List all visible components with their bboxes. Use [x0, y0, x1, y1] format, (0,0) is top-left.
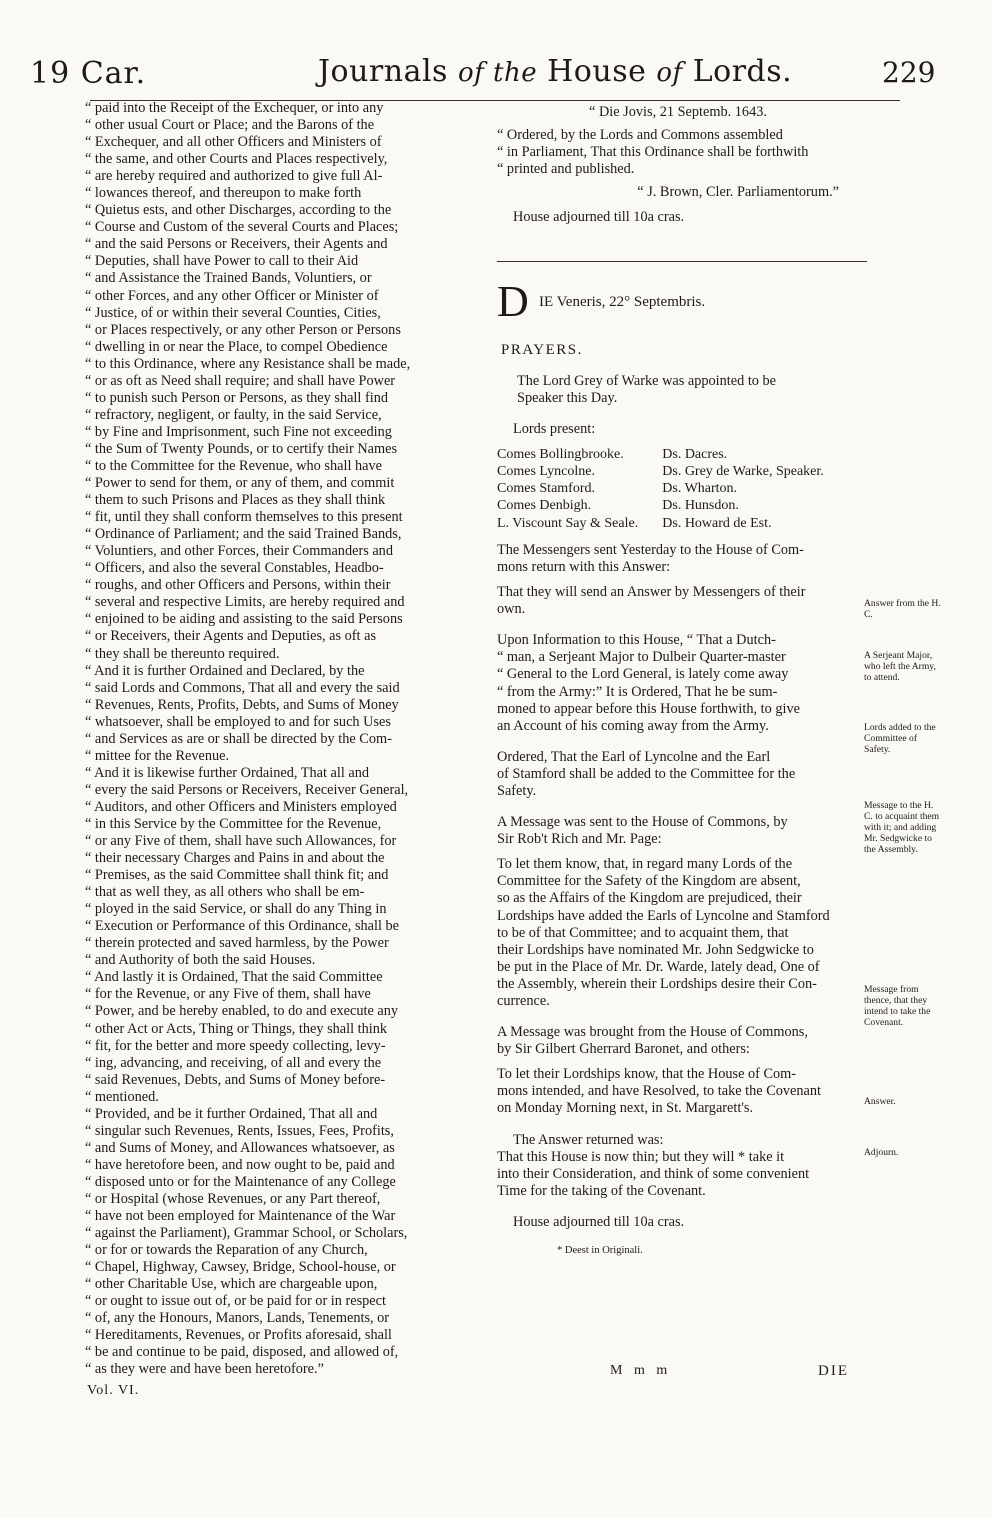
text-line: “ from the Army:” It is Ordered, That he be sum-: [497, 683, 778, 700]
lord-name: L. Viscount Say & Seale.: [497, 515, 639, 531]
marginal-note: Adjourn.: [864, 1147, 899, 1158]
text-line: Time for the taking of the Covenant.: [497, 1182, 706, 1199]
drop-cap: D: [497, 276, 529, 326]
text-line: “ several and respective Limits, are hereby required and: [85, 594, 405, 611]
text-line: “ or Receivers, their Agents and Deputies, as oft as: [85, 628, 377, 645]
text-line: “ and Services as are or shall be directed by the Com-: [85, 730, 392, 747]
text-line: “ as they were and have been heretofore.”: [85, 1361, 324, 1378]
text-line: “ Execution or Performance of this Ordinance, shall be: [85, 918, 400, 935]
marginal-note: Answer.: [864, 1096, 896, 1107]
text-line: “ every the said Persons or Receivers, Receiver General,: [85, 781, 409, 798]
text-line: “ have not been employed for Maintenance of the War: [85, 1208, 396, 1225]
footnote: * Deest in Originali.: [557, 1245, 643, 1257]
page-number: 229: [882, 56, 936, 89]
lord-name: Comes Bollingbrooke.: [497, 446, 624, 462]
text-line: currence.: [497, 993, 550, 1010]
text-line: so as the Affairs of the Kingdom are prejudiced, their: [497, 890, 802, 907]
catchword: DIE: [818, 1363, 849, 1379]
text-line: into their Consideration, and think of some convenient: [497, 1165, 810, 1182]
marginal-note: Lords added to the Committee of Safety.: [864, 722, 936, 755]
text-line: “ And it is likewise further Ordained, That all and: [85, 764, 370, 781]
message-brought-paragraph: [497, 1024, 859, 1058]
speaker-paragraph: [497, 373, 859, 407]
text-line: “ refractory, negligent, or faulty, in the said Service,: [85, 406, 382, 423]
text-line: “ other Charitable Use, which are chargeable upon,: [85, 1276, 378, 1293]
text-line: “ and Assistance the Trained Bands, Voluntiers, or: [85, 270, 372, 287]
text-line: “ Power, and be hereby enabled, to do and execute any: [85, 1003, 399, 1020]
text-line: moned to appear before this House forthwith, to give: [497, 700, 800, 717]
marginal-note: Message to the H. C. to acquaint them with it; and adding Mr. Sedgwicke to the Assembly.: [864, 800, 940, 855]
message-sent-paragraph: [497, 814, 859, 848]
text-line: “ lowances thereof, and thereupon to make forth: [85, 185, 362, 202]
marginal-note: A Serjeant Major, who left the Army, to attend.: [864, 650, 936, 683]
marginal-note: Answer from the H. C.: [864, 598, 941, 620]
to-let-them-know-paragraph: [497, 856, 859, 1010]
text-line: “ them to such Prisons and Places as they shall think: [85, 492, 386, 509]
text-line: “ fit, until they shall conform themselves to this present: [85, 509, 403, 526]
text-line: Lordships have added the Earls of Lyncolne and Stamford: [497, 907, 830, 924]
text-line: to be of that Committee; and to acquaint them, that: [497, 924, 789, 941]
text-line: “ or as oft as Need shall require; and shall have Power: [85, 372, 396, 389]
text-line: “ other Forces, and any other Officer or Minister of: [85, 287, 379, 304]
text-line: “ Provided, and be it further Ordained, That all and: [85, 1105, 378, 1122]
text-line: “ by Fine and Imprisonment, such Fine not exceeding: [85, 423, 392, 440]
text-line: “ or ought to issue out of, or be paid for or in respect: [85, 1293, 386, 1310]
text-line: “ have heretofore been, and now ought to be, paid and: [85, 1156, 395, 1173]
house-thin-paragraph: [497, 1149, 859, 1200]
text-line: “ printed and published.: [497, 161, 635, 178]
text-line: “ dwelling in or near the Place, to compel Obedience: [85, 338, 388, 355]
text-line: To let their Lordships know, that the House of Com-: [497, 1066, 797, 1083]
text-line: “ to the Committee for the Revenue, who shall have: [85, 457, 382, 474]
text-line: “ disposed unto or for the Maintenance of any College: [85, 1173, 396, 1190]
text-line: “ mittee for the Revenue.: [85, 747, 230, 764]
text-line: “ that as well they, as all others who shall be em-: [85, 884, 365, 901]
lord-name: Ds. Hunsdon.: [662, 498, 739, 514]
lord-name: Comes Lyncolne.: [497, 464, 595, 480]
text-line: “ Auditors, and other Officers and Ministers employed: [85, 798, 397, 815]
adjourned-line: House adjourned till 10a cras.: [513, 209, 685, 226]
lord-name: Comes Denbigh.: [497, 498, 592, 514]
text-line: “ for the Revenue, or any Five of them, shall have: [85, 986, 371, 1003]
text-line: “ Quietus ests, and other Discharges, according to the: [85, 202, 392, 219]
text-line: “ Revenues, Rents, Profits, Debts, and Sums of Money: [85, 696, 399, 713]
text-line: “ Ordered, by the Lords and Commons assembled: [497, 127, 783, 144]
text-line: “ are hereby required and authorized to give full Al-: [85, 168, 383, 185]
text-line: “ ployed in the said Service, or shall do any Thing in: [85, 901, 387, 918]
text-line: “ to this Ordinance, where any Resistance shall be made,: [85, 355, 411, 372]
text-line: “ their necessary Charges and Pains in and about the: [85, 850, 385, 867]
text-line: “ they shall be thereunto required.: [85, 645, 280, 662]
text-line: “ mentioned.: [85, 1088, 159, 1105]
text-line: “ enjoined to be aiding and assisting to the said Persons: [85, 611, 403, 628]
left-column: [85, 100, 487, 1379]
text-line: “ other Act or Acts, Thing or Things, they shall think: [85, 1020, 388, 1037]
text-line: “ and Authority of both the said Houses.: [85, 952, 316, 969]
regnal-year: 19 Car.: [30, 56, 147, 91]
lord-name: Ds. Dacres.: [662, 446, 728, 462]
day-heading: [497, 276, 859, 326]
ordered-earl-paragraph: [497, 749, 859, 800]
text-line: “ the Sum of Twenty Pounds, or to certify their Names: [85, 440, 398, 457]
text-line: “ therein protected and saved harmless, by the Power: [85, 935, 389, 952]
text-line: The Messengers sent Yesterday to the House of Com-: [497, 541, 804, 558]
text-line: an Account of his coming away from the Army.: [497, 717, 769, 734]
text-line: “ and the said Persons or Receivers, their Agents and: [85, 236, 388, 253]
text-line: A Message was brought from the House of Commons,: [497, 1024, 808, 1041]
text-line: the Assembly, wherein their Lordships desire their Con-: [497, 975, 817, 992]
text-line: mons return with this Answer:: [497, 558, 671, 575]
text-line: “ in Parliament, That this Ordinance shall be forthwith: [497, 144, 809, 161]
text-line: “ And lastly it is Ordained, That the said Committee: [85, 969, 383, 986]
to-let-lordships-paragraph: [497, 1066, 859, 1117]
adjourned-line-2: House adjourned till 10a cras.: [513, 1213, 685, 1230]
text-line: That this House is now thin; but they will * take it: [497, 1148, 785, 1165]
upon-information-paragraph: [497, 632, 859, 735]
text-line: “ or for or towards the Reparation of any Church,: [85, 1242, 368, 1259]
text-line: “ And it is further Ordained and Declared, by the: [85, 662, 365, 679]
text-line: “ to punish such Person or Persons, as they shall find: [85, 389, 388, 406]
text-line: “ or any Five of them, shall have such Allowances, for: [85, 833, 397, 850]
right-column: [497, 104, 859, 1256]
text-line: “ Premises, as the said Committee shall think fit; and: [85, 867, 389, 884]
text-line: The Lord Grey of Warke was appointed to be: [517, 372, 777, 389]
text-line: “ Justice, of or within their several Counties, Cities,: [85, 304, 381, 321]
lord-name: Ds. Howard de Est.: [662, 515, 772, 531]
text-line: “ other usual Court or Place; and the Barons of the: [85, 117, 375, 134]
lord-name: Comes Stamford.: [497, 481, 595, 497]
text-line: Speaker this Day.: [517, 389, 618, 406]
running-title: Journals of the House of Lords.: [318, 54, 793, 89]
text-line: “ Voluntiers, and other Forces, their Commanders and: [85, 543, 393, 560]
clerk-signature: “ J. Brown, Cler. Parliamentorum.”: [637, 184, 839, 201]
day-heading-text: IE Veneris, 22° Septembris.: [539, 293, 706, 310]
text-line: “ roughs, and other Officers and Persons, within their: [85, 577, 391, 594]
text-line: Sir Rob't Rich and Mr. Page:: [497, 831, 662, 848]
text-line: “ in this Service by the Committee for the Revenue,: [85, 815, 382, 832]
date-line: “ Die Jovis, 21 Septemb. 1643.: [589, 104, 767, 120]
answer-paragraph: [497, 584, 859, 618]
answer-returned-line: The Answer returned was:: [513, 1131, 664, 1148]
text-line: their Lordships have nominated Mr. John Sedgwicke to: [497, 941, 814, 958]
text-line: “ Officers, and also the several Constables, Headbo-: [85, 560, 384, 577]
text-line: “ man, a Serjeant Major to Dulbeir Quarter-master: [497, 649, 786, 666]
text-line: own.: [497, 601, 526, 618]
lord-name: Ds. Wharton.: [662, 481, 738, 497]
text-line: of Stamford shall be added to the Committee for the: [497, 765, 796, 782]
text-line: Ordered, That the Earl of Lyncolne and the Earl: [497, 748, 771, 765]
text-line: “ against the Parliament), Grammar School, or Scholars,: [85, 1225, 408, 1242]
text-line: “ Deputies, shall have Power to call to their Aid: [85, 253, 359, 270]
signature-mark: M m m: [610, 1363, 672, 1378]
text-line: That they will send an Answer by Messengers of their: [497, 584, 806, 601]
text-line: “ Power to send for them, or any of them, and commit: [85, 475, 395, 492]
messengers-paragraph: [497, 542, 859, 576]
text-line: Upon Information to this House, “ That a Dutch-: [497, 632, 776, 649]
text-line: “ ing, advancing, and receiving, of all and every the: [85, 1054, 382, 1071]
text-line: To let them know, that, in regard many Lords of the: [497, 856, 793, 873]
text-line: “ singular such Revenues, Rents, Issues, Fees, Profits,: [85, 1122, 394, 1139]
lords-present-label: Lords present:: [513, 420, 596, 437]
text-line: by Sir Gilbert Gherrard Baronet, and others:: [497, 1041, 750, 1058]
text-line: be put in the Place of Mr. Dr. Warde, lately dead, One of: [497, 958, 820, 975]
text-line: A Message was sent to the House of Commons, by: [497, 814, 788, 831]
text-line: “ or Places respectively, or any other Person or Persons: [85, 321, 401, 338]
text-line: “ said Lords and Commons, That all and every the said: [85, 679, 400, 696]
text-line: on Monday Morning next, in St. Margarett's.: [497, 1100, 754, 1117]
text-line: Safety.: [497, 782, 537, 799]
text-line: “ paid into the Receipt of the Exchequer, or into any: [85, 100, 384, 116]
text-line: “ and Sums of Money, and Allowances whatsoever, as: [85, 1139, 395, 1156]
volume-label: Vol. VI.: [87, 1383, 140, 1398]
text-line: Committee for the Safety of the Kingdom are absent,: [497, 873, 801, 890]
ordered-print-paragraph: [497, 127, 859, 178]
text-line: “ Ordinance of Parliament; and the said Trained Bands,: [85, 526, 402, 543]
marginal-note: Message from thence, that they intend to take the Covenant.: [864, 984, 931, 1028]
text-line: “ of, any the Honours, Manors, Lands, Tenements, or: [85, 1310, 390, 1327]
text-line: “ General to the Lord General, is lately come away: [497, 666, 789, 683]
text-line: “ be and continue to be paid, disposed, and allowed of,: [85, 1344, 399, 1361]
text-line: “ whatsoever, shall be employed to and for such Uses: [85, 713, 391, 730]
text-line: “ said Revenues, Debts, and Sums of Money before-: [85, 1071, 386, 1088]
text-line: “ Chapel, Highway, Cawsey, Bridge, School-house, or: [85, 1259, 396, 1276]
text-line: “ Exchequer, and all other Officers and Ministers of: [85, 134, 382, 151]
text-line: “ Hereditaments, Revenues, or Profits aforesaid, shall: [85, 1327, 392, 1344]
section-rule: [497, 261, 867, 262]
lord-name: Ds. Grey de Warke, Speaker.: [662, 464, 824, 480]
text-line: “ or Hospital (whose Revenues, or any Part thereof,: [85, 1191, 381, 1207]
lords-present-list: [497, 446, 859, 532]
prayers-heading: PRAYERS.: [501, 341, 583, 358]
text-line: mons intended, and have Resolved, to take the Covenant: [497, 1083, 821, 1100]
text-line: “ Course and Custom of the several Courts and Places;: [85, 219, 399, 236]
text-line: “ fit, for the better and more speedy collecting, levy-: [85, 1037, 386, 1054]
text-line: “ the same, and other Courts and Places respectively,: [85, 151, 388, 168]
